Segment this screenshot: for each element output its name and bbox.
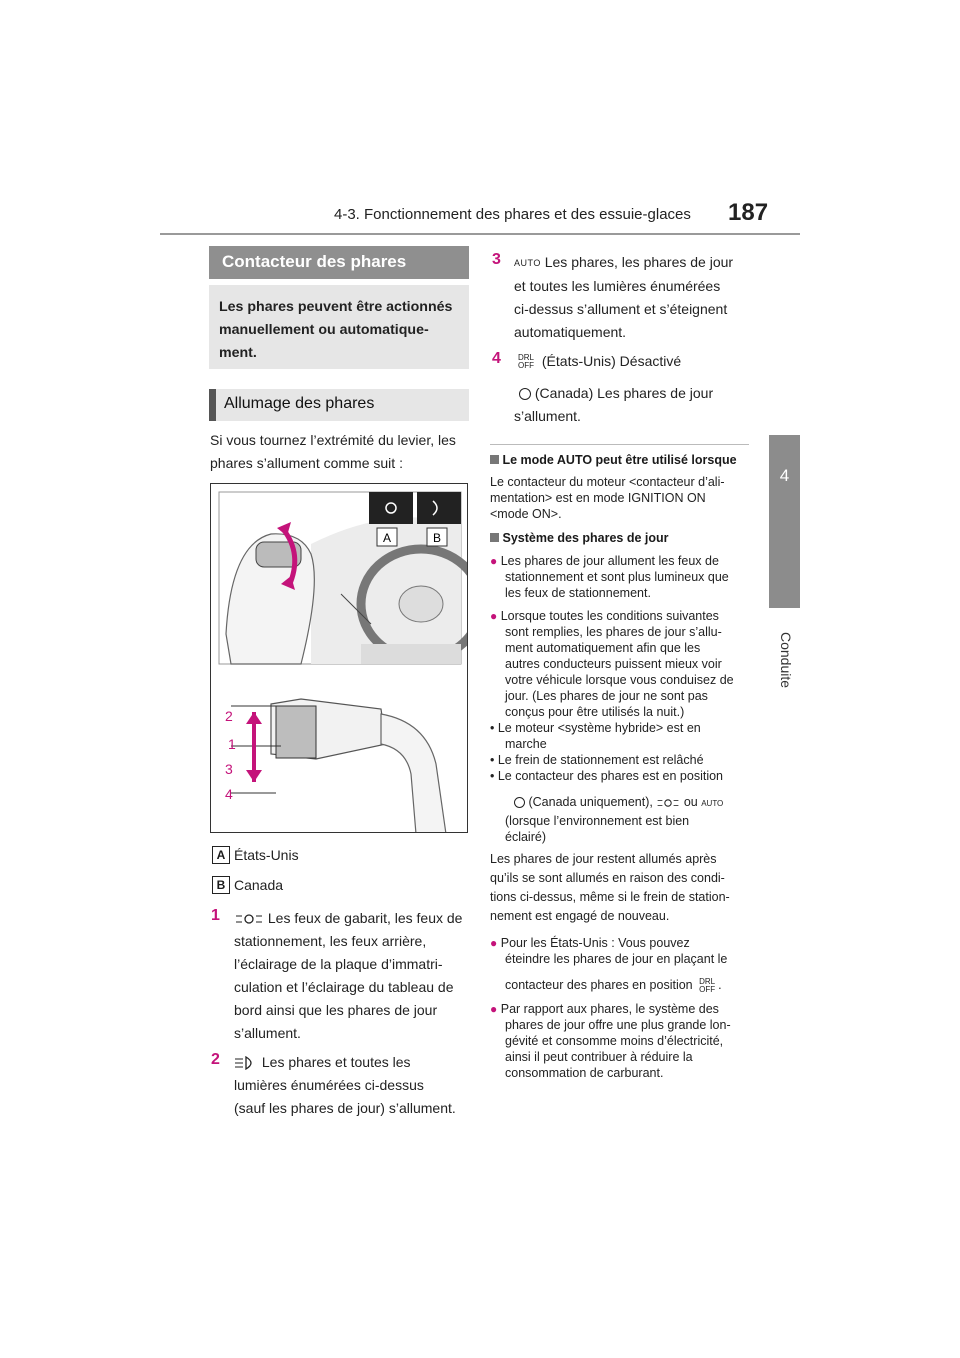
item-2-line-3: (sauf les phares de jour) s’allument. [234, 1100, 456, 1116]
item-3-line-2: et toutes les lumières énumérées [514, 277, 721, 294]
legend-text-b: Canada [234, 877, 284, 893]
section-header-title: 4-3. Fonctionnement des phares et des essuie-glaces [334, 206, 691, 223]
item-4-line-1: (États-Unis) Désactivé [538, 353, 682, 369]
item-1-line-3: l’éclairage de la plaque d’immatri- [234, 956, 443, 972]
notes-divider [490, 444, 749, 445]
figure-label-a: A [382, 531, 392, 545]
figure-headlight-icon [417, 492, 461, 524]
drl-off-icon-bottom: OFF [518, 361, 534, 371]
item-3-line-3: ci-dessus s’allument et s’éteignent [514, 300, 728, 317]
drl-off-icon-top: DRL [517, 353, 534, 363]
chapter-label [762, 622, 806, 702]
legend-tag-b: B [212, 876, 230, 894]
figure-position-1: 1 [228, 736, 236, 752]
drl-on-icon [519, 388, 531, 400]
figure-position-2: 2 [225, 708, 233, 724]
figure-illustration [211, 484, 468, 833]
square-bullet-icon [490, 455, 499, 464]
section-title-bar [209, 246, 469, 279]
item-1-number: 1 [211, 907, 220, 924]
parking-light-icon [234, 912, 264, 926]
drl-off-icon [514, 354, 538, 370]
item-1-line-5: bord ainsi que les phares de jour [234, 1002, 438, 1018]
item-4-text [514, 350, 754, 373]
item-2-number: 2 [211, 1051, 220, 1068]
figure-auto-headlight-icon [369, 492, 413, 524]
item-4-line-3: s’allument. [514, 408, 581, 424]
note-drl-bullet-1: ● Les phares de jour allument les feux de stationnement et sont plus lumineux que les feux de stationnement. [490, 554, 729, 600]
legend-tag-a: A [212, 846, 230, 864]
chapter-label-text: Conduite [778, 631, 794, 689]
item-3-line-4: automatiquement. [514, 323, 627, 340]
note-drl-remain: Les phares de jour restent allumés après qu’ils se sont allumés en raison des condi- tions ci-dessus, même si le frein de station- nement est engagé de nouveau. [490, 852, 730, 923]
item-1-line-4: culation et l’éclairage du tableau de [234, 979, 454, 995]
note-drl-bullet-3-end: contacteur des phares en position DRL OFF . [505, 976, 722, 994]
note-auto-title: Le mode AUTO peut être utilisé lorsque [490, 453, 737, 467]
item-2-line-2: lumières énumérées ci-dessus [234, 1077, 424, 1093]
bullet-dot-icon: ● [490, 554, 498, 568]
instruction-line-1: Si vous tournez l’extrémité du levier, les [210, 432, 456, 448]
intro-text: Les phares peuvent être actionnés manuellement ou automatique-ment. [219, 299, 453, 361]
note-auto-body: Le contacteur du moteur <contacteur d’ali- mentation> est en mode IGNITION ON <mode ON>. [490, 475, 725, 521]
auto-icon: AUTO [701, 799, 724, 808]
square-bullet-icon [490, 533, 499, 542]
item-3-line-1: Les phares, les phares de jour [540, 254, 734, 270]
legend-text-a: États-Unis [234, 847, 299, 863]
note-drl-bullet-3: ● Pour les États-Unis : Vous pouvez éteindre les phares de jour en plaçant le [490, 936, 728, 966]
bullet-dot-icon: ● [490, 1002, 498, 1016]
chapter-number: 4 [779, 466, 790, 485]
headlight-icon [234, 1056, 258, 1070]
item-1-text [234, 907, 474, 1045]
bullet-dot-icon: ● [490, 936, 498, 950]
headlight-switch-figure [210, 483, 468, 833]
drl-off-icon: DRL OFF [699, 976, 716, 994]
note-drl-positions-cond: (lorsque l’environnement est bien éclairé) [505, 814, 690, 844]
item-4-line-2: (Canada) Les phares de jour [519, 382, 713, 405]
parking-light-icon [656, 797, 680, 809]
item-1-line-6: s’allument. [234, 1025, 301, 1041]
item-1-line-2: stationnement, les feux arrière, [234, 933, 427, 949]
item-3-text [514, 251, 754, 344]
chapter-tab [769, 435, 800, 608]
item-2-text [234, 1051, 474, 1120]
section-title: Contacteur des phares [222, 252, 407, 271]
subsection-title: Allumage des phares [224, 395, 375, 412]
note-drl-bullet-4: ● Par rapport aux phares, le système des phares de jour offre une plus grande lon- gévité et consomme moins d’électricité, ainsi il peut contribuer à réduire la consommation de carburant. [490, 1002, 731, 1080]
bullet-dot-icon: ● [490, 609, 498, 623]
header-divider [160, 233, 800, 235]
figure-position-4: 4 [225, 786, 233, 802]
note-drl-positions: (Canada uniquement), ou AUTO [514, 794, 754, 812]
subsection-title-bar [209, 389, 469, 421]
note-drl-title: Système des phares de jour [490, 531, 669, 545]
item-3-number: 3 [492, 251, 501, 268]
intro-box [209, 285, 469, 369]
auto-icon: AUTO [514, 257, 541, 268]
note-drl-bullet-2: ● Lorsque toutes les conditions suivantes sont remplies, les phares de jour s’allu- ment automatiquement afin que les autres conducteurs puissent mieux voir votre véhicule lorsque vous conduisez de jour. (Les phares de jour ne sont pas conçus pour être utilisés la nuit.) • Le moteur <système hybride> est en marche • Le frein de stationnement est relâché • Le contacteur des phares est en position [490, 609, 734, 783]
instruction-line-2: phares s’allument comme suit : [210, 455, 403, 471]
page-number: 187 [728, 199, 769, 226]
drl-on-icon [514, 797, 525, 808]
item-2-line-1: Les phares et toutes les [258, 1054, 411, 1070]
item-4-number: 4 [492, 350, 501, 367]
figure-label-b: B [432, 531, 442, 545]
figure-position-3: 3 [225, 761, 233, 777]
item-1-line-1: Les feux de gabarit, les feux de [264, 910, 463, 926]
